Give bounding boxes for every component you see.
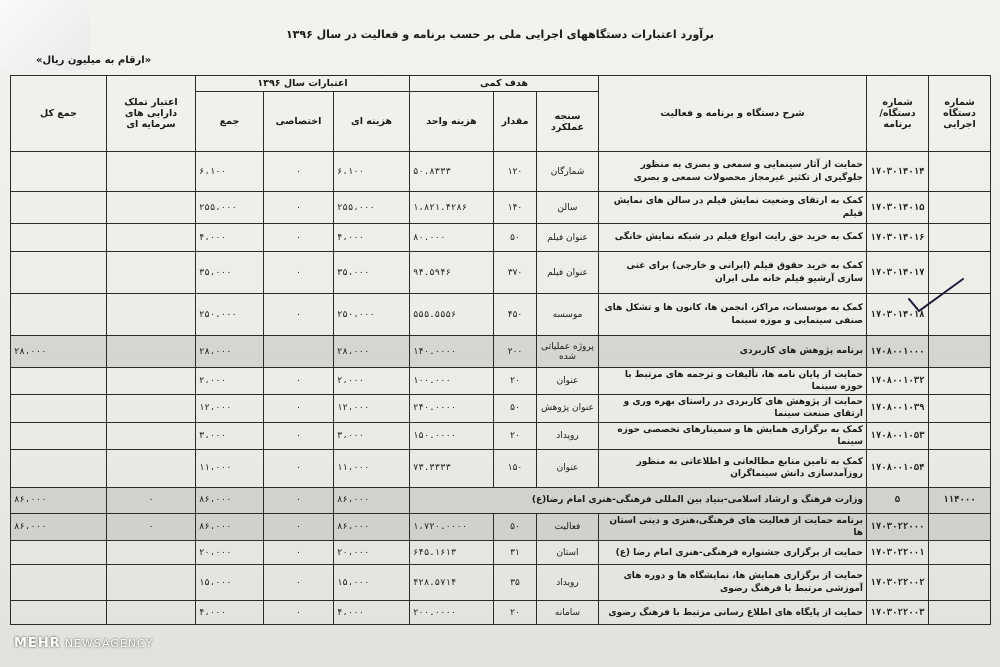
row-capital: ۰: [107, 513, 196, 540]
row-description: کمک به ارتقای وضعیت نمایش فیلم در سالن های نمایش فیلم: [599, 192, 867, 224]
handwritten-checkmark-icon: [905, 275, 967, 319]
table-row: [11, 395, 991, 422]
row-measure: فعالیت: [537, 513, 599, 540]
row-description: کمک به موسسات، مراکز، انجمن ها، کانون ها و تشکل های صنفی سینمایی و موزه سینما: [599, 294, 867, 336]
row-prog-code: ۱۷۰۳۰۱۴۰۱۶: [867, 224, 929, 252]
header-expense: هزینه ای: [334, 92, 410, 152]
row-exec-code: [929, 395, 991, 422]
row-specific: ۰: [264, 224, 334, 252]
header-prog-code: شماره دستگاه/ برنامه: [867, 76, 929, 152]
header-capital: اعتبار تملک دارایی های سرمایه ای: [107, 76, 196, 152]
row-unit-cost: ۱،۷۲۰.۰۰۰۰: [410, 513, 494, 540]
row-specific: ۰: [264, 422, 334, 449]
row-description: کمک به برگزاری همایش ها و سمینارهای تخصصی حوزه سینما: [599, 422, 867, 449]
row-expense: ۱۵،۰۰۰: [334, 565, 410, 601]
row-measure: رویداد: [537, 422, 599, 449]
row-capital: [107, 224, 196, 252]
row-unit-cost: ۱۴۰.۰۰۰۰: [410, 336, 494, 368]
row-specific: ۰: [264, 565, 334, 601]
row-quantity: ۲۰: [494, 601, 537, 625]
row-prog-code: ۱۷۰۳۰۱۴۰۱۴: [867, 152, 929, 192]
row-unit-cost: ۱۰۰.۰۰۰: [410, 368, 494, 395]
row-exec-code: [929, 368, 991, 395]
row-prog-code: ۱۷۰۳۰۲۲۰۰۳: [867, 601, 929, 625]
row-specific: ۰: [264, 601, 334, 625]
row-quantity: ۳۱: [494, 541, 537, 565]
row-capital: [107, 395, 196, 422]
row-description: حمایت از پایان نامه ها، تألیفات و ترجمه های مرتبط با حوزه سینما: [599, 368, 867, 395]
row-sum: ۲۸،۰۰۰: [196, 336, 264, 368]
row-expense: ۲۵۵،۰۰۰: [334, 192, 410, 224]
row-description: کمک به تامین منابع مطالعاتی و اطلاعاتی به منظور روزآمدسازی دانش سینماگران: [599, 449, 867, 487]
row-prog-code: ۱۷۰۳۰۱۴۰۱۷: [867, 252, 929, 294]
row-expense: ۲۵۰،۰۰۰: [334, 294, 410, 336]
row-quantity: ۲۰۰: [494, 336, 537, 368]
row-unit-cost: ۴۲۸.۵۷۱۴: [410, 565, 494, 601]
document-title: برآورد اعتبارات دستگاههای اجرایی ملی بر حسب برنامه و فعالیت در سال ۱۳۹۶: [285, 28, 715, 41]
row-description: حمایت از آثار سینمایی و سمعی و بصری به منظور جلوگیری از تکثیر غیرمجاز محصولات سمعی و بصری: [599, 152, 867, 192]
row-capital: [107, 294, 196, 336]
row-exec-code: ۱۱۴۰۰۰: [929, 487, 991, 513]
row-expense: ۱۲،۰۰۰: [334, 395, 410, 422]
row-unit-cost: ۵۵۵.۵۵۵۶: [410, 294, 494, 336]
row-total: [11, 192, 107, 224]
row-sum: ۸۶،۰۰۰: [196, 513, 264, 540]
row-sum: ۴،۰۰۰: [196, 601, 264, 625]
watermark-logo: [14, 636, 153, 651]
row-measure: رویداد: [537, 565, 599, 601]
row-unit-cost: ۹۴.۵۹۴۶: [410, 252, 494, 294]
row-unit-cost: ۱۵۰.۰۰۰۰: [410, 422, 494, 449]
row-description: حمایت از پژوهش های کاربردی در راستای بهره وری و ارتقای صنعت سینما: [599, 395, 867, 422]
row-capital: [107, 336, 196, 368]
row-specific: ۰: [264, 294, 334, 336]
row-prog-code: ۱۷۰۸۰۰۱۰۵۴: [867, 449, 929, 487]
row-total: [11, 395, 107, 422]
row-quantity: ۳۷۰: [494, 252, 537, 294]
header-exec-code: شماره دستگاه اجرایی: [929, 76, 991, 152]
row-exec-code: [929, 601, 991, 625]
row-sum: ۲۵۵،۰۰۰: [196, 192, 264, 224]
row-description: کمک به خرید حق رایت انواع فیلم در شبکه نمایش خانگی: [599, 224, 867, 252]
row-measure: سامانه: [537, 601, 599, 625]
table-row: [11, 152, 991, 192]
row-capital: [107, 601, 196, 625]
row-total: [11, 368, 107, 395]
row-capital: [107, 422, 196, 449]
row-description: وزارت فرهنگ و ارشاد اسلامی-بنیاد بین المللی فرهنگی-هنری امام رضا(ع): [410, 487, 867, 513]
row-measure: سالن: [537, 192, 599, 224]
row-measure: عنوان فیلم: [537, 224, 599, 252]
row-exec-code: [929, 565, 991, 601]
row-quantity: ۲۰: [494, 422, 537, 449]
row-capital: ۰: [107, 487, 196, 513]
row-expense: ۲۰،۰۰۰: [334, 541, 410, 565]
row-expense: ۲۸،۰۰۰: [334, 336, 410, 368]
table-row: [11, 192, 991, 224]
row-expense: ۳۵،۰۰۰: [334, 252, 410, 294]
row-exec-code: [929, 192, 991, 224]
table-row: [11, 565, 991, 601]
row-quantity: ۱۴۰: [494, 192, 537, 224]
row-measure: موسسه: [537, 294, 599, 336]
table-row: [11, 541, 991, 565]
row-unit-cost: ۲۰۰.۰۰۰۰: [410, 601, 494, 625]
row-total: [11, 449, 107, 487]
row-capital: [107, 152, 196, 192]
row-unit-cost: ۶۴۵.۱۶۱۳: [410, 541, 494, 565]
row-sum: ۱۵،۰۰۰: [196, 565, 264, 601]
row-sum: ۴،۰۰۰: [196, 224, 264, 252]
row-total: [11, 152, 107, 192]
row-unit-cost: ۸۰.۰۰۰: [410, 224, 494, 252]
table-row: [11, 224, 991, 252]
row-capital: [107, 565, 196, 601]
table-row: [11, 368, 991, 395]
row-prog-code: ۱۷۰۸۰۰۱۰۰۰: [867, 336, 929, 368]
row-capital: [107, 192, 196, 224]
row-measure: عنوان فیلم: [537, 252, 599, 294]
row-measure: عنوان پژوهش: [537, 395, 599, 422]
row-unit-cost: ۷۳.۳۳۳۳: [410, 449, 494, 487]
row-total: ۸۶،۰۰۰: [11, 513, 107, 540]
header-credits-group: اعتبارات سال ۱۳۹۶: [196, 76, 410, 92]
row-description: حمایت از پایگاه های اطلاع رسانی مرتبط با فرهنگ رضوی: [599, 601, 867, 625]
row-total: [11, 541, 107, 565]
row-measure: عنوان: [537, 368, 599, 395]
row-expense: ۴،۰۰۰: [334, 224, 410, 252]
row-sum: ۳،۰۰۰: [196, 422, 264, 449]
row-specific: ۰: [264, 368, 334, 395]
row-exec-code: [929, 224, 991, 252]
row-specific: ۰: [264, 252, 334, 294]
row-specific: ۰: [264, 152, 334, 192]
units-note: «ارقام به میلیون ریال»: [36, 55, 152, 66]
row-total: [11, 224, 107, 252]
row-prog-code: ۱۷۰۸۰۰۱۰۵۳: [867, 422, 929, 449]
row-unit-cost: ۱،۸۲۱.۴۲۸۶: [410, 192, 494, 224]
table-row: [11, 487, 991, 513]
header-specific: اختصاصی: [264, 92, 334, 152]
row-unit-cost: ۵۰.۸۳۳۳: [410, 152, 494, 192]
table-row: [11, 336, 991, 368]
row-quantity: ۵۰: [494, 224, 537, 252]
row-measure: پروژه عملیاتی شده: [537, 336, 599, 368]
row-specific: ۰: [264, 487, 334, 513]
table-row: [11, 513, 991, 540]
row-prog-code: ۱۷۰۸۰۰۱۰۳۲: [867, 368, 929, 395]
row-total: [11, 294, 107, 336]
row-specific: ۰: [264, 541, 334, 565]
row-description: کمک به خرید حقوق فیلم (ایرانی و خارجی) برای غنی سازی آرشیو فیلم خانه ملی ایران: [599, 252, 867, 294]
row-exec-code: [929, 152, 991, 192]
row-total: ۲۸،۰۰۰: [11, 336, 107, 368]
row-prog-code: ۱۷۰۳۰۲۲۰۰۱: [867, 541, 929, 565]
row-capital: [107, 252, 196, 294]
header-quantity: مقدار: [494, 92, 537, 152]
row-measure: استان: [537, 541, 599, 565]
row-description: برنامه پژوهش های کاربردی: [599, 336, 867, 368]
row-sum: ۱۲،۰۰۰: [196, 395, 264, 422]
row-expense: ۸۶،۰۰۰: [334, 513, 410, 540]
row-prog-code: ۱۷۰۳۰۱۴۰۱۸: [867, 294, 929, 336]
row-specific: ۰: [264, 513, 334, 540]
header-description: شرح دستگاه و برنامه و فعالیت: [599, 76, 867, 152]
table-row: [11, 449, 991, 487]
row-sum: ۸۶،۰۰۰: [196, 487, 264, 513]
header-sum: جمع: [196, 92, 264, 152]
watermark-agency: NEWSAGENCY: [64, 637, 154, 650]
row-sum: ۲،۰۰۰: [196, 368, 264, 395]
header-unit-cost: هزینه واحد: [410, 92, 494, 152]
row-exec-code: [929, 541, 991, 565]
row-total: [11, 422, 107, 449]
header-measure: سنجه عملکرد: [537, 92, 599, 152]
row-prog-code: ۱۷۰۳۰۲۲۰۰۰: [867, 513, 929, 540]
row-total: [11, 601, 107, 625]
row-unit-cost: ۲۴۰.۰۰۰۰: [410, 395, 494, 422]
table-row: [11, 252, 991, 294]
row-description: برنامه حمایت از فعالیت های فرهنگی،هنری و دینی استان ها: [599, 513, 867, 540]
row-quantity: ۳۵: [494, 565, 537, 601]
row-description: حمایت از برگزاری جشنواره فرهنگی-هنری امام رضا (ع): [599, 541, 867, 565]
row-capital: [107, 541, 196, 565]
row-expense: ۶،۱۰۰: [334, 152, 410, 192]
row-prog-code: ۵: [867, 487, 929, 513]
row-quantity: ۴۵۰: [494, 294, 537, 336]
row-quantity: ۱۲۰: [494, 152, 537, 192]
row-exec-code: [929, 336, 991, 368]
table-row: [11, 601, 991, 625]
row-exec-code: [929, 513, 991, 540]
row-capital: [107, 368, 196, 395]
row-capital: [107, 449, 196, 487]
row-prog-code: ۱۷۰۸۰۰۱۰۳۹: [867, 395, 929, 422]
table-row: [11, 294, 991, 336]
budget-table: [10, 75, 991, 625]
row-exec-code: [929, 449, 991, 487]
row-specific: ۰: [264, 449, 334, 487]
row-sum: ۲۰،۰۰۰: [196, 541, 264, 565]
header-total: جمع کل: [11, 76, 107, 152]
row-expense: ۴،۰۰۰: [334, 601, 410, 625]
row-specific: ۰: [264, 395, 334, 422]
row-exec-code: [929, 422, 991, 449]
row-sum: ۳۵،۰۰۰: [196, 252, 264, 294]
row-sum: ۲۵۰،۰۰۰: [196, 294, 264, 336]
row-quantity: ۲۰: [494, 368, 537, 395]
row-prog-code: ۱۷۰۳۰۱۴۰۱۵: [867, 192, 929, 224]
row-description: حمایت از برگزاری همایش ها، نمایشگاه ها و دوره های آموزشی مرتبط با فرهنگ رضوی: [599, 565, 867, 601]
row-quantity: ۵۰: [494, 513, 537, 540]
row-expense: ۱۱،۰۰۰: [334, 449, 410, 487]
row-expense: ۲،۰۰۰: [334, 368, 410, 395]
row-sum: ۶،۱۰۰: [196, 152, 264, 192]
row-prog-code: ۱۷۰۳۰۲۲۰۰۲: [867, 565, 929, 601]
row-quantity: ۱۵۰: [494, 449, 537, 487]
row-expense: ۳،۰۰۰: [334, 422, 410, 449]
row-measure: عنوان: [537, 449, 599, 487]
row-total: [11, 565, 107, 601]
row-quantity: ۵۰: [494, 395, 537, 422]
row-sum: ۱۱،۰۰۰: [196, 449, 264, 487]
row-total: ۸۶،۰۰۰: [11, 487, 107, 513]
header-target-group: هدف کمی: [410, 76, 599, 92]
table-row: [11, 422, 991, 449]
row-expense: ۸۶،۰۰۰: [334, 487, 410, 513]
row-specific: ۰: [264, 192, 334, 224]
watermark-brand: MEHR: [14, 636, 61, 651]
row-specific: [264, 336, 334, 368]
row-total: [11, 252, 107, 294]
row-measure: شمارگان: [537, 152, 599, 192]
